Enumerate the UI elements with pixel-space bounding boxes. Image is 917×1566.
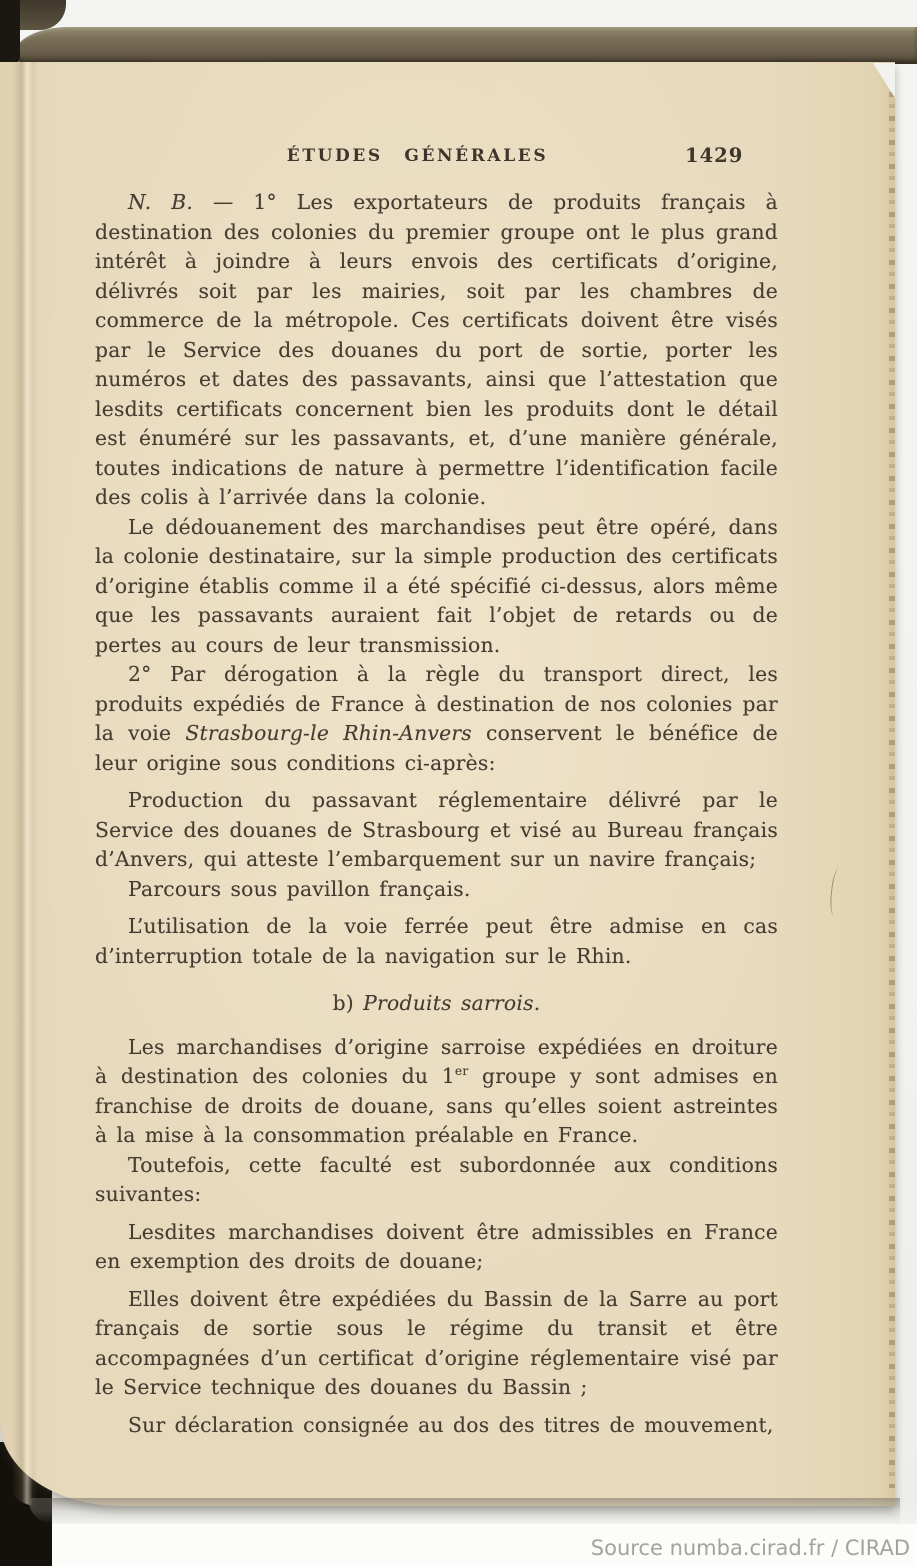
section-heading: b) Produits sarrois. [332,991,541,1015]
paragraph: L’utilisation de la voie ferrée peut être admise en cas d’interruption totale de la navigation sur le Rhin. [95,914,778,968]
paragraph: Sur déclaration consignée au dos des titres de mouvement, [128,1412,774,1437]
paper-scratch-mark [829,867,847,916]
page-corner-notch [873,63,895,98]
page-text [95,188,778,1440]
book-spine-top [0,0,20,66]
paragraph: Elles doivent être expédiées du Bassin de la Sarre au port français de sortie sous le régime du transit et être accompagnées d’un certificat d’origine réglementaire visé par le Service technique des douanes du Bassin ; [95,1286,778,1399]
book-cover-edge [14,27,917,64]
paragraph: Les marchandises d’origine sarroise expédiées en droiture à destination des colonies du 1er groupe y sont admises en franchise de droits de douane, sans qu’elles soient astreintes à la mise à la consommation préalable en France. [95,1034,778,1147]
running-title: ÉTUDES GÉNÉRALES [286,146,549,166]
paragraph: Toutefois, cette faculté est subordonnée aux conditions suivantes: [95,1152,778,1206]
page-bottom-shadow [28,1498,900,1524]
source-credit: Source numba.cirad.fr / CIRAD [590,1536,910,1560]
page-gutter-crease [12,62,38,1506]
running-header [95,144,744,172]
paragraph: Le dédouanement des marchandises peut être opéré, dans la colonie destinataire, sur la simple production des certificats d’origine établis comme il a été spécifié ci-dessus, alors même que les passavants auraient fait l’objet de retards ou de pertes au cours de leur transmission. [95,514,778,657]
source-footer [591,1536,910,1560]
page-number: 1429 [685,144,744,167]
paragraph: 2° Par dérogation à la règle du transport direct, les produits expédiés de France à destination de nos colonies par la voie Strasbourg-le Rhin-Anvers conservent le bénéfice de leur origine sous conditions ci-après: [95,662,779,775]
page-right-edge [889,68,895,1488]
paragraph: Production du passavant réglementaire délivré par le Service des douanes de Strasbourg et visé au Bureau français d’Anvers, qui atteste l’embarquement sur un navire français; [95,788,778,871]
paragraph: N. B. — 1° Les exportateurs de produits français à destination des colonies du premier groupe ont le plus grand intérêt à joindre à leurs envois des certificats d’origine, délivrés soit par les mairies, soit par les chambres de commerce de la métropole. Ces certificats doivent être visés par le Service des douanes du port de sortie, porter les numéros et dates des passavants, ainsi que l’attestation que lesdits certificats concernent bien les produits dont le détail est énuméré sur les passavants, et, d’une manière générale, toutes indications de nature à permettre l’identification facile des colis à l’arrivée dans la colonie. [95,190,779,509]
paragraph: Parcours sous pavillon français. [128,876,471,901]
book-page [0,62,895,1506]
paragraph: Lesdites marchandises doivent être admissibles en France en exemption des droits de douane; [95,1219,778,1273]
